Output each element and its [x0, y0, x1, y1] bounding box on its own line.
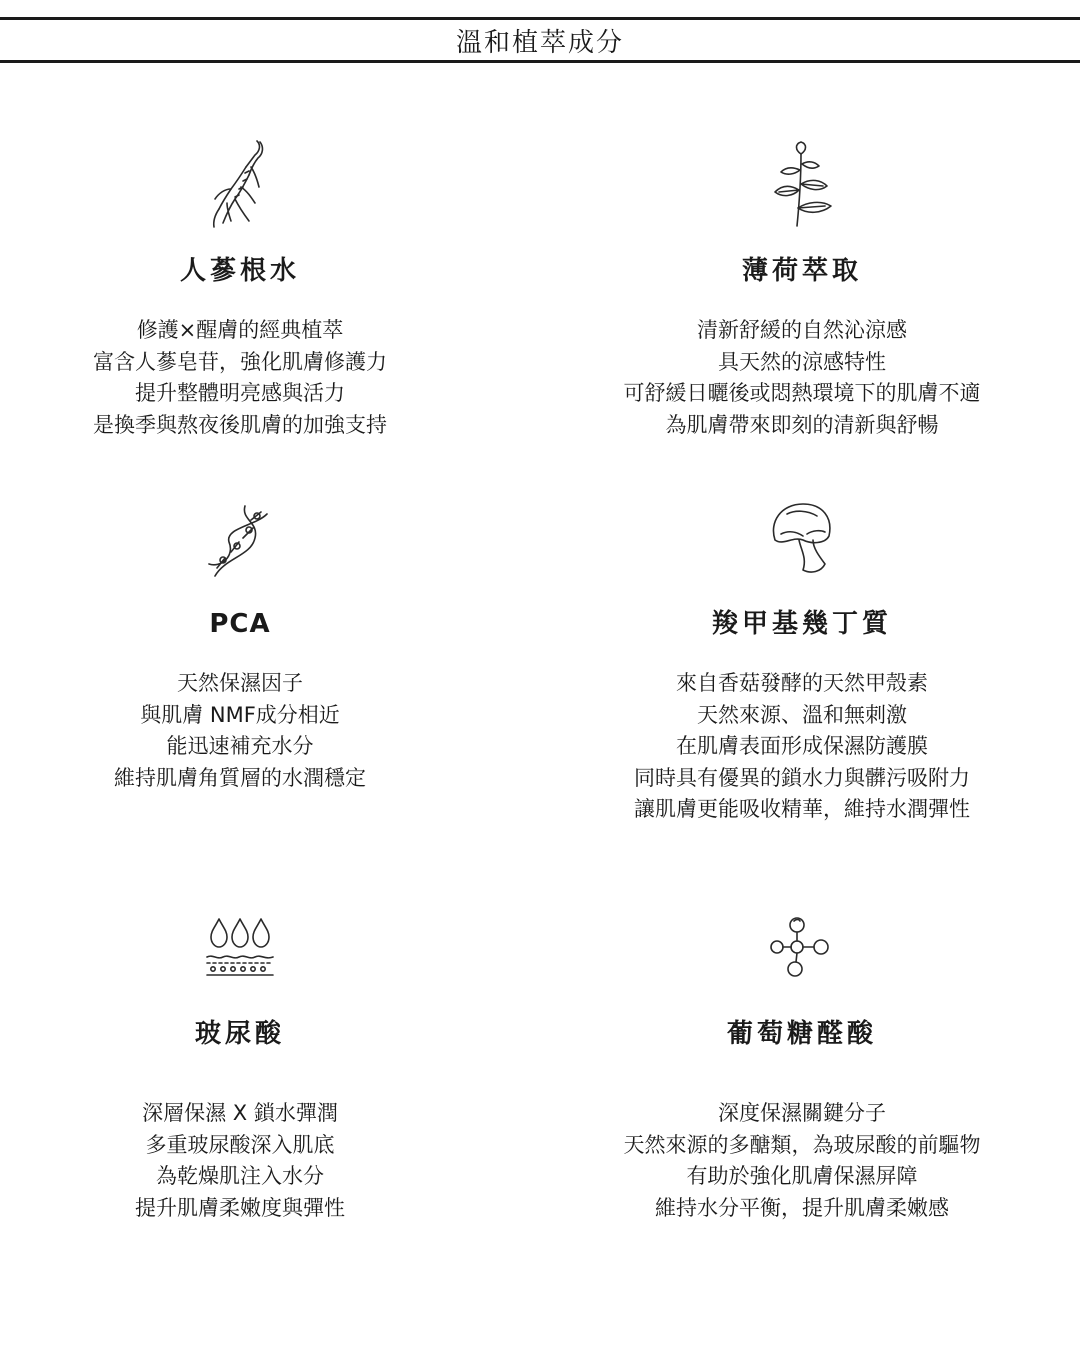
description-line: 提升整體明亮感與活力: [135, 381, 345, 405]
description-line: 為乾燥肌注入水分: [156, 1164, 324, 1188]
ingredient-description: [542, 1098, 1062, 1224]
ingredient-name: 羧甲基幾丁質: [711, 609, 892, 639]
description-line: 同時具有優異的鎖水力與髒污吸附力: [634, 765, 970, 790]
ingredient-description: [542, 668, 1062, 826]
description-line: 深層保濕 X 鎖水彈潤: [142, 1101, 338, 1125]
description-line: 是換季與熬夜後肌膚的加強支持: [93, 412, 387, 437]
ingredient-description: [0, 315, 500, 441]
ingredient-name: 葡萄糖醛酸: [726, 1019, 877, 1049]
description-line: 能迅速補充水分: [166, 734, 314, 758]
description-line: 天然來源的多醣類，為玻尿酸的前驅物: [623, 1132, 981, 1157]
water-drops-icon: [0, 898, 500, 998]
description-line: 天然保濕因子: [177, 671, 303, 695]
description-line: 為肌膚帶來即刻的清新與舒暢: [665, 412, 939, 437]
ingredient-card-hyaluronic-acid: [0, 898, 500, 1224]
molecule-icon: [542, 898, 1062, 998]
description-line: 讓肌膚更能吸收精華，維持水潤彈性: [634, 797, 970, 821]
description-line: 在肌膚表面形成保濕防護膜: [676, 734, 928, 758]
description-line: 清新舒緩的自然沁涼感: [697, 318, 907, 342]
description-line: 天然來源、溫和無刺激: [697, 702, 907, 727]
header-bar: [0, 17, 1080, 63]
description-line: 有助於強化肌膚保濕屏障: [686, 1164, 918, 1188]
description-line: 深度保濕關鍵分子: [718, 1101, 886, 1125]
ingredient-card-ginseng: [0, 135, 500, 441]
ingredient-card-mint: [542, 135, 1062, 441]
ingredient-card-carboxymethyl-chitin: [542, 488, 1062, 826]
description-line: 具天然的涼感特性: [718, 349, 886, 374]
ingredient-description: [542, 315, 1062, 441]
mushroom-icon: [542, 488, 1062, 588]
ingredient-description: [0, 668, 500, 794]
description-line: 修護×醒膚的經典植萃: [136, 318, 344, 342]
ingredient-name: 人蔘根水: [179, 256, 300, 286]
description-line: 來自香菇發酵的天然甲殼素: [676, 671, 928, 695]
description-line: 富含人蔘皂苷，強化肌膚修護力: [93, 349, 387, 374]
ingredient-name: 玻尿酸: [194, 1019, 285, 1049]
ingredient-name: 薄荷萃取: [741, 256, 862, 286]
ingredient-card-pca: [0, 488, 500, 794]
description-line: 提升肌膚柔嫩度與彈性: [135, 1195, 345, 1220]
ingredient-description: [0, 1098, 500, 1224]
description-line: 多重玻尿酸深入肌底: [145, 1132, 335, 1157]
description-line: 可舒緩日曬後或悶熱環境下的肌膚不適: [623, 381, 981, 405]
description-line: 與肌膚 NMF成分相近: [140, 702, 340, 727]
ingredient-card-glucuronic-acid: [542, 898, 1062, 1224]
dna-helix-icon: [0, 488, 500, 588]
ginseng-root-icon: [0, 135, 500, 235]
mint-leaf-icon: [542, 135, 1062, 235]
description-line: 維持水分平衡，提升肌膚柔嫩感: [655, 1195, 949, 1220]
ingredient-name: PCA: [209, 609, 271, 639]
page-title: 溫和植萃成分: [455, 27, 624, 58]
description-line: 維持肌膚角質層的水潤穩定: [114, 765, 366, 790]
